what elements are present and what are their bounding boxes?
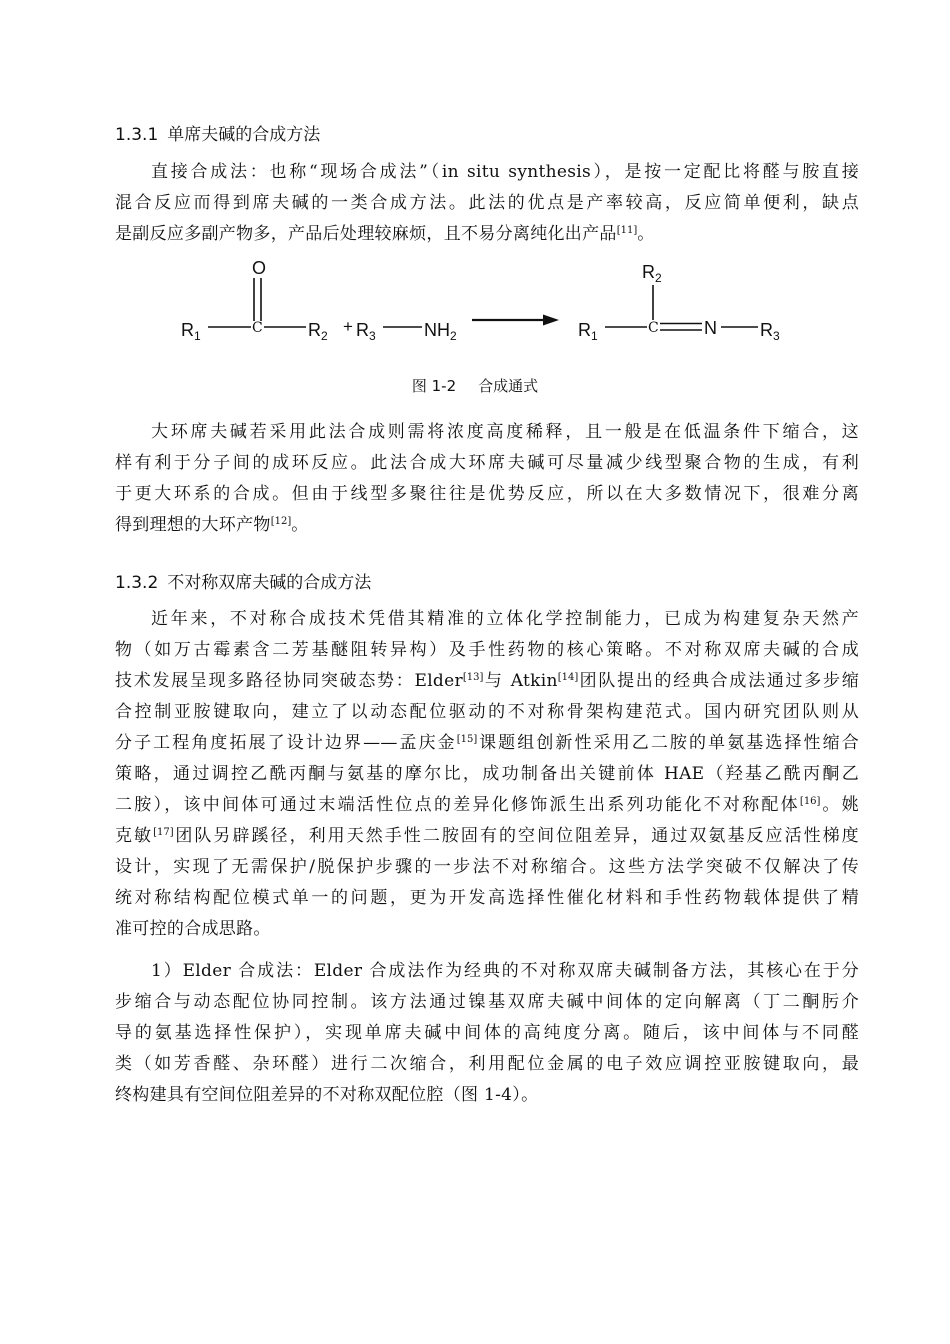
product-r3-group: $R_3$ (760, 320, 780, 343)
text-line: 物（如万古霉素含二芳基醚阻转异构）及手性药物的核心策略。不对称双席夫碱的合成 (115, 640, 859, 660)
text-line (115, 219, 859, 250)
text-line: 于更大环系的合成。但由于线型多聚往往是优势反应，所以在大多数情况下，很难分离 (115, 484, 859, 504)
section-title: 单席夫碱的合成方法 (167, 125, 321, 145)
text-line: 样有利于分子间的成环反应。此法合成大环席夫碱可尽量减少线型聚合物的生成，有利 (115, 453, 859, 473)
citation: [14] (557, 672, 579, 683)
paragraph-direct-synthesis (115, 157, 859, 250)
text-line: 步缩合与动态配位协同控制。该方法通过镍基双席夫碱中间体的定向解离（丁二酮肟介 (115, 992, 859, 1012)
text-line: 准可控的合成思路。 (115, 919, 271, 939)
text-line (115, 821, 859, 852)
r1-group: $R_1$ (181, 320, 201, 343)
product-r1-group: $R_1$ (578, 320, 598, 343)
text-segment: 是副反应多副产物多，产品后处理较麻烦，且不易分离纯化出产品 (115, 224, 617, 244)
text-line: 合控制亚胺键取向，建立了以动态配位驱动的不对称骨架构建范式。国内研究团队则从 (115, 702, 859, 722)
section-heading-1-3-2 (115, 568, 371, 593)
text-line (115, 666, 859, 697)
text-segment: 与 Atkin (483, 671, 558, 691)
citation: [13] (462, 672, 484, 683)
amine-group: $NH_2$ (424, 320, 457, 343)
text-segment: 。 (291, 515, 309, 535)
figure-label: 图 1-2 (411, 377, 457, 395)
citation: [11] (616, 225, 638, 236)
section-title: 不对称双席夫碱的合成方法 (167, 573, 372, 593)
r3-group: $R_3$ (356, 320, 376, 343)
text-line: 混合反应而得到席夫碱的一类合成方法。此法的优点是产率较高，反应简单便利，缺点 (115, 193, 859, 213)
section-number: 1.3.2 (115, 573, 159, 593)
product-carbon-atom: C (648, 320, 659, 336)
section-number: 1.3.1 (115, 125, 159, 145)
text-line (115, 510, 859, 541)
paragraph-elder-synthesis (115, 956, 859, 1111)
text-line: 终构建具有空间位阻差异的不对称双配位腔（图 1-4）。 (115, 1085, 539, 1105)
text-line: 策略，通过调控乙酰丙酮与氨基的摩尔比，成功制备出关键前体 HAE（羟基乙酰丙酮乙 (115, 764, 859, 784)
figure-caption (0, 375, 950, 396)
text-segment: 技术发展呈现多路径协同突破态势：Elder (115, 671, 463, 691)
text-line: 近年来，不对称合成技术凭借其精准的立体化学控制能力，已成为构建复杂天然产 (151, 609, 859, 629)
product-r2-group: $R_2$ (642, 262, 662, 285)
text-line: 设计，实现了无需保护/脱保护步骤的一步法不对称缩合。这些方法学突破不仅解决了传 (115, 857, 859, 877)
text-line (115, 728, 859, 759)
text-segment: 分子工程角度拓展了设计边界——孟庆金 (115, 733, 457, 753)
text-line: 大环席夫碱若采用此法合成则需将浓度高度稀释，且一般是在低温条件下缩合，这 (151, 422, 859, 442)
text-segment: 。 (637, 224, 655, 244)
text-segment: 团队另辟蹊径，利用天然手性二胺固有的空间位阻差异，通过双氨基反应活性梯度 (173, 826, 859, 846)
text-line (115, 790, 859, 821)
text-line: 统对称结构配位模式单一的问题，更为开发高选择性催化材料和手性药物载体提供了精 (115, 888, 859, 908)
text-segment: 。姚 (820, 795, 859, 815)
text-line: 直接合成法：也称“现场合成法”（in situ synthesis），是按一定配比将醛与胺直接 (151, 162, 859, 182)
paragraph-macrocycle (115, 417, 859, 541)
citation: [16] (799, 796, 821, 807)
citation: [15] (456, 734, 478, 745)
r2-group: $R_2$ (308, 320, 328, 343)
text-line: 1）Elder 合成法：Elder 合成法作为经典的不对称双席夫碱制备方法，其核心在于分 (151, 961, 859, 981)
text-segment: 团队提出的经典合成法通过多步缩 (578, 671, 859, 691)
text-segment: 课题组创新性采用乙二胺的单氨基选择性缩合 (477, 733, 860, 753)
figure-title: 合成通式 (478, 377, 539, 395)
nitrogen-atom: N (704, 318, 717, 338)
text-line: 导的氨基选择性保护），实现单席夫碱中间体的高纯度分离。随后，该中间体与不同醛 (115, 1023, 859, 1043)
plus-sign: + (343, 317, 353, 336)
section-heading-1-3-1 (115, 120, 320, 145)
paragraph-asymmetric-overview (115, 604, 859, 945)
citation: [17] (153, 827, 174, 838)
arrow-head (543, 315, 559, 326)
carbon-atom: C (252, 320, 263, 336)
oxygen-atom: O (252, 258, 267, 278)
text-segment: 克敏 (115, 826, 154, 846)
citation: [12] (270, 516, 292, 527)
reaction-scheme (175, 252, 795, 352)
text-segment: 二胺），该中间体可通过末端活性位点的差异化修饰派生出系列功能化不对称配体 (115, 795, 800, 815)
text-segment: 得到理想的大环产物 (115, 515, 271, 535)
text-line: 类（如芳香醛、杂环醛）进行二次缩合，利用配位金属的电子效应调控亚胺键取向，最 (115, 1054, 859, 1074)
